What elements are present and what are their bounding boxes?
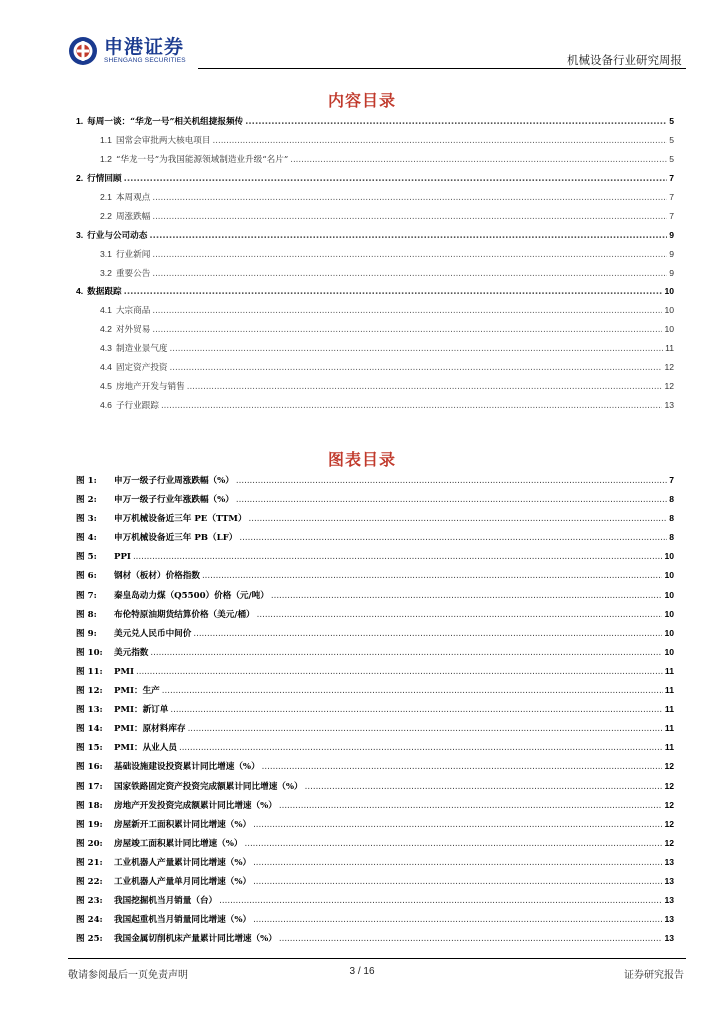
toc-list	[76, 115, 674, 418]
figure-leader-dots	[253, 820, 662, 830]
toc-entry-title: 行情回顾	[87, 173, 122, 184]
toc-leader-dots	[152, 250, 667, 260]
figure-entry-page: 8	[669, 494, 674, 505]
figure-entry-label: 图 12:	[76, 686, 103, 697]
figure-leader-dots	[236, 495, 667, 505]
figure-entry[interactable]	[76, 741, 674, 760]
toc-entry-page: 12	[664, 362, 674, 373]
toc-entry-title: “华龙一号”为我国能源领域制造业升级“名片”	[115, 154, 289, 165]
figure-entry[interactable]	[76, 665, 674, 684]
figure-entry-label: 图 20:	[76, 838, 103, 849]
figure-entry-title: 申万一级子行业年涨跌幅（%）	[114, 495, 234, 506]
figure-entry-page: 12	[664, 799, 674, 810]
figure-leader-dots	[150, 648, 662, 658]
report-title: 机械设备行业研究周报	[567, 53, 682, 67]
figure-entry-page: 8	[669, 513, 674, 524]
figures-title: 图表目录	[327, 450, 396, 469]
figure-entry-page: 10	[664, 570, 674, 581]
toc-entry-number: 4.5	[100, 381, 112, 392]
toc-leader-dots	[161, 401, 663, 411]
toc-leader-dots	[187, 382, 663, 392]
figure-entry-page: 11	[664, 665, 674, 676]
figure-entry-label: 图 7:	[76, 590, 97, 601]
figure-entry-page: 11	[664, 723, 674, 734]
toc-entry[interactable]	[76, 304, 674, 323]
toc-entry-title: 对外贸易	[115, 325, 151, 336]
figure-entry-label: 图 8:	[76, 609, 97, 620]
toc-entry[interactable]	[76, 210, 674, 229]
toc-entry-title: 房地产开发与销售	[115, 382, 185, 393]
figure-entry[interactable]	[76, 837, 674, 856]
figure-leader-dots	[262, 762, 663, 772]
footer-disclaimer: 敬请参阅最后一页免责声明	[68, 970, 188, 981]
page-header	[68, 32, 686, 72]
figure-entry-page: 12	[664, 761, 674, 772]
figure-entry-label: 图 18:	[76, 800, 103, 811]
toc-entry-title: 重要公告	[115, 268, 151, 279]
figure-entry-label: 图 6:	[76, 571, 97, 582]
toc-leader-dots	[152, 212, 667, 222]
figure-leader-dots	[170, 705, 663, 715]
figure-leader-dots	[253, 858, 662, 868]
figure-entry[interactable]	[76, 875, 674, 894]
figure-entry-page: 10	[664, 627, 674, 638]
figure-entry[interactable]	[76, 589, 674, 608]
figure-leader-dots	[253, 877, 662, 887]
toc-entry-title: 制造业景气度	[115, 344, 168, 355]
toc-entry-number: 4.3	[100, 343, 112, 354]
toc-entry-page: 9	[669, 248, 674, 259]
figure-entry[interactable]	[76, 684, 674, 703]
figure-entry-label: 图 17:	[76, 781, 103, 792]
toc-entry[interactable]	[76, 399, 674, 418]
toc-entry[interactable]	[76, 191, 674, 210]
figure-entry[interactable]	[76, 569, 674, 588]
figure-entry[interactable]	[76, 818, 674, 837]
figure-entry-title: 基础设施建设投资累计同比增速（%）	[114, 762, 260, 773]
figure-entry[interactable]	[76, 856, 674, 875]
figure-entry-label: 图 25:	[76, 934, 103, 945]
figure-entry[interactable]	[76, 703, 674, 722]
figure-entry-label: 图 4:	[76, 533, 97, 544]
toc-entry[interactable]	[76, 115, 674, 134]
figure-leader-dots	[202, 571, 662, 581]
toc-leader-dots	[149, 231, 667, 241]
figure-entry-label: 图 16:	[76, 762, 103, 773]
toc-entry-number: 3.1	[100, 248, 112, 259]
toc-entry-number: 1.2	[100, 153, 112, 164]
figure-entry-title: 申万机械设备近三年 PE（TTM）	[114, 514, 247, 525]
toc-entry-page: 11	[665, 343, 674, 354]
figure-entry-label: 图 24:	[76, 915, 103, 926]
logo-chinese-name: 申港证券	[104, 36, 185, 58]
toc-entry-title: 行业与公司动态	[87, 230, 148, 241]
figure-entry-label: 图 14:	[76, 724, 103, 735]
toc-entry[interactable]	[76, 380, 674, 399]
figure-entry-title: 工业机器人产量单月同比增速（%）	[114, 876, 252, 887]
figure-leader-dots	[271, 591, 663, 601]
figure-entry-page: 10	[664, 646, 674, 657]
toc-entry-number: 2.1	[100, 191, 112, 202]
figure-leader-dots	[257, 610, 663, 620]
toc-entry-page: 5	[669, 134, 674, 145]
figure-entry[interactable]	[76, 760, 674, 779]
toc-leader-dots	[290, 155, 667, 165]
toc-leader-dots	[152, 193, 667, 203]
figure-entry-page: 11	[664, 742, 674, 753]
toc-entry-page: 13	[664, 400, 674, 411]
toc-entry-title: 周涨跌幅	[115, 211, 151, 222]
figure-leader-dots	[305, 782, 663, 792]
toc-entry-page: 9	[669, 267, 674, 278]
figure-entry[interactable]	[76, 913, 674, 932]
toc-entry-title: 行业新闻	[115, 249, 151, 260]
toc-leader-dots	[245, 117, 667, 127]
footer-doc-type: 证券研究报告	[624, 970, 684, 981]
figure-leader-dots	[236, 476, 667, 486]
toc-entry[interactable]	[76, 342, 674, 361]
toc-entry-number: 1.1	[100, 134, 112, 145]
toc-entry[interactable]	[76, 229, 674, 248]
toc-entry[interactable]	[76, 267, 674, 286]
toc-entry-page: 7	[669, 210, 674, 221]
figure-leader-dots	[193, 629, 662, 639]
figure-entry-label: 图 21:	[76, 857, 103, 868]
figure-entry-page: 12	[664, 780, 674, 791]
toc-entry-number: 4.2	[100, 324, 112, 335]
toc-entry-number: 4.1	[100, 305, 112, 316]
figure-leader-dots	[244, 839, 662, 849]
figure-entry-title: 秦皇岛动力煤（Q5500）价格（元/吨）	[114, 590, 269, 601]
figure-entry[interactable]	[76, 608, 674, 627]
figure-leader-dots	[279, 934, 663, 944]
figure-entry-title: 房屋竣工面积累计同比增速（%）	[114, 838, 243, 849]
toc-entry-title: 本周观点	[115, 192, 151, 203]
toc-leader-dots	[152, 269, 667, 279]
toc-entry[interactable]	[76, 172, 674, 191]
figure-entry-title: 钢材（板材）价格指数	[114, 571, 200, 582]
figure-leader-dots	[162, 686, 663, 696]
figure-leader-dots	[249, 514, 668, 524]
figure-entry-title: 我国金属切削机床产量累计同比增速（%）	[114, 934, 277, 945]
figure-entry-page: 10	[664, 551, 674, 562]
figure-entry[interactable]	[76, 550, 674, 569]
figure-entry[interactable]	[76, 474, 674, 493]
toc-entry-title: 子行业跟踪	[115, 401, 159, 412]
figure-entry-title: 我国挖掘机当月销量（台）	[114, 896, 218, 907]
logo-english-name: SHENGANG SECURITIES	[104, 57, 186, 64]
figure-entry-page: 11	[664, 685, 674, 696]
figure-entry[interactable]	[76, 512, 674, 531]
toc-entry-number: 4.4	[100, 362, 112, 373]
toc-entry-page: 10	[664, 286, 674, 297]
figure-entry-label: 图 1:	[76, 476, 97, 486]
figure-entry-label: 图 11:	[76, 666, 103, 677]
figure-entry-page: 7	[669, 475, 674, 485]
header-divider	[198, 68, 686, 69]
toc-entry-page: 12	[664, 381, 674, 392]
figure-leader-dots	[133, 552, 662, 562]
figure-entry-title: 工业机器人产量累计同比增速（%）	[114, 857, 252, 868]
figure-entry-title: 国家铁路固定资产投资完成额累计同比增速（%）	[114, 781, 303, 792]
toc-leader-dots	[170, 344, 664, 354]
figure-entry-page: 13	[664, 875, 674, 886]
figure-entry-page: 10	[664, 608, 674, 619]
toc-entry-page: 5	[669, 116, 674, 126]
figure-entry-page: 11	[664, 704, 674, 715]
figure-entry-label: 图 15:	[76, 743, 103, 754]
figure-leader-dots	[239, 533, 667, 543]
figure-leader-dots	[188, 724, 663, 734]
toc-entry-title: 大宗商品	[115, 306, 151, 317]
figure-entry-title: 申万一级子行业周涨跌幅（%）	[114, 476, 234, 486]
figure-entry-title: 美元兑人民币中间价	[114, 628, 192, 639]
toc-entry[interactable]	[76, 248, 674, 267]
toc-leader-dots	[170, 363, 663, 373]
figure-entry[interactable]	[76, 531, 674, 550]
figure-entry-title: PMI：生产	[114, 686, 160, 697]
figure-entry-title: 布伦特原油期货结算价格（美元/桶）	[114, 609, 255, 620]
figure-entry[interactable]	[76, 932, 674, 951]
figure-leader-dots	[136, 667, 663, 677]
figure-entry[interactable]	[76, 894, 674, 913]
toc-leader-dots	[124, 287, 663, 297]
figure-leader-dots	[179, 743, 663, 753]
toc-entry-number: 4.	[76, 286, 84, 297]
toc-leader-dots	[124, 174, 668, 184]
figure-entry-title: PMI：从业人员	[114, 743, 177, 754]
figures-list	[76, 474, 674, 951]
toc-entry-page: 5	[669, 153, 674, 164]
figure-entry-label: 图 22:	[76, 876, 103, 887]
toc-entry-number: 3.2	[100, 267, 112, 278]
toc-entry-page: 9	[669, 229, 674, 240]
toc-entry-number: 1.	[76, 116, 84, 126]
figure-entry-title: PMI	[114, 666, 134, 677]
figure-entry-page: 10	[664, 589, 674, 600]
toc-entry-page: 7	[669, 191, 674, 202]
toc-leader-dots	[213, 136, 668, 146]
figure-entry-page: 12	[664, 818, 674, 829]
toc-entry-title: 每周一谈：“华龙一号”相关机组捷报频传	[87, 117, 244, 127]
figure-entry[interactable]	[76, 780, 674, 799]
figure-entry-title: 申万机械设备近三年 PB（LF）	[114, 533, 238, 544]
toc-entry-title: 固定资产投资	[115, 363, 168, 374]
figure-entry-title: 美元指数	[114, 647, 149, 658]
figure-entry-label: 图 23:	[76, 896, 103, 907]
toc-entry-title: 数据跟踪	[87, 287, 122, 298]
figure-entry-label: 图 3:	[76, 514, 97, 525]
figure-entry[interactable]	[76, 799, 674, 818]
company-logo	[68, 36, 186, 66]
figure-entry-title: 房地产开发投资完成额累计同比增速（%）	[114, 800, 277, 811]
toc-leader-dots	[152, 325, 662, 335]
figure-entry-label: 图 19:	[76, 819, 103, 830]
figure-entry-label: 图 2:	[76, 495, 97, 506]
figure-entry-title: PMI：新订单	[114, 705, 169, 716]
toc-entry-number: 4.6	[100, 400, 112, 411]
figure-entry-page: 8	[669, 532, 674, 543]
figure-entry-title: PPI	[114, 552, 131, 563]
figure-entry-label: 图 5:	[76, 552, 97, 563]
figure-leader-dots	[253, 915, 662, 925]
toc-entry-page: 7	[669, 172, 674, 183]
toc-entry[interactable]	[76, 153, 674, 172]
figure-entry-page: 13	[664, 914, 674, 925]
figure-entry[interactable]	[76, 722, 674, 741]
figure-entry-page: 13	[664, 933, 674, 944]
toc-entry-number: 2.	[76, 172, 84, 183]
figure-entry-label: 图 9:	[76, 628, 97, 639]
figure-entry-page: 13	[664, 856, 674, 867]
figure-entry-title: 房屋新开工面积累计同比增速（%）	[114, 819, 252, 830]
figure-entry-label: 图 10:	[76, 647, 103, 658]
toc-entry[interactable]	[76, 361, 674, 380]
figure-leader-dots	[219, 896, 662, 906]
toc-entry-title: 国常会审批两大核电项目	[115, 135, 211, 146]
figure-entry[interactable]	[76, 493, 674, 512]
toc-title: 内容目录	[327, 91, 396, 110]
figure-leader-dots	[279, 801, 663, 811]
toc-entry[interactable]	[76, 323, 674, 342]
figure-entry-label: 图 13:	[76, 705, 103, 716]
toc-entry-number: 3.	[76, 229, 84, 240]
toc-entry[interactable]	[76, 134, 674, 153]
figure-entry-title: PMI：原材料库存	[114, 724, 186, 735]
toc-leader-dots	[152, 306, 662, 316]
toc-entry[interactable]	[76, 285, 674, 304]
footer-divider	[68, 958, 686, 959]
toc-entry-page: 10	[664, 305, 674, 316]
page-number: 3 / 16	[349, 966, 375, 977]
figure-entry-page: 13	[664, 895, 674, 906]
figure-entry[interactable]	[76, 627, 674, 646]
figure-entry[interactable]	[76, 646, 674, 665]
toc-entry-number: 2.2	[100, 210, 112, 221]
figure-entry-page: 12	[664, 837, 674, 848]
figure-entry-title: 我国起重机当月销量同比增速（%）	[114, 915, 252, 926]
shengang-logo-icon	[68, 36, 98, 66]
toc-entry-page: 10	[664, 324, 674, 335]
